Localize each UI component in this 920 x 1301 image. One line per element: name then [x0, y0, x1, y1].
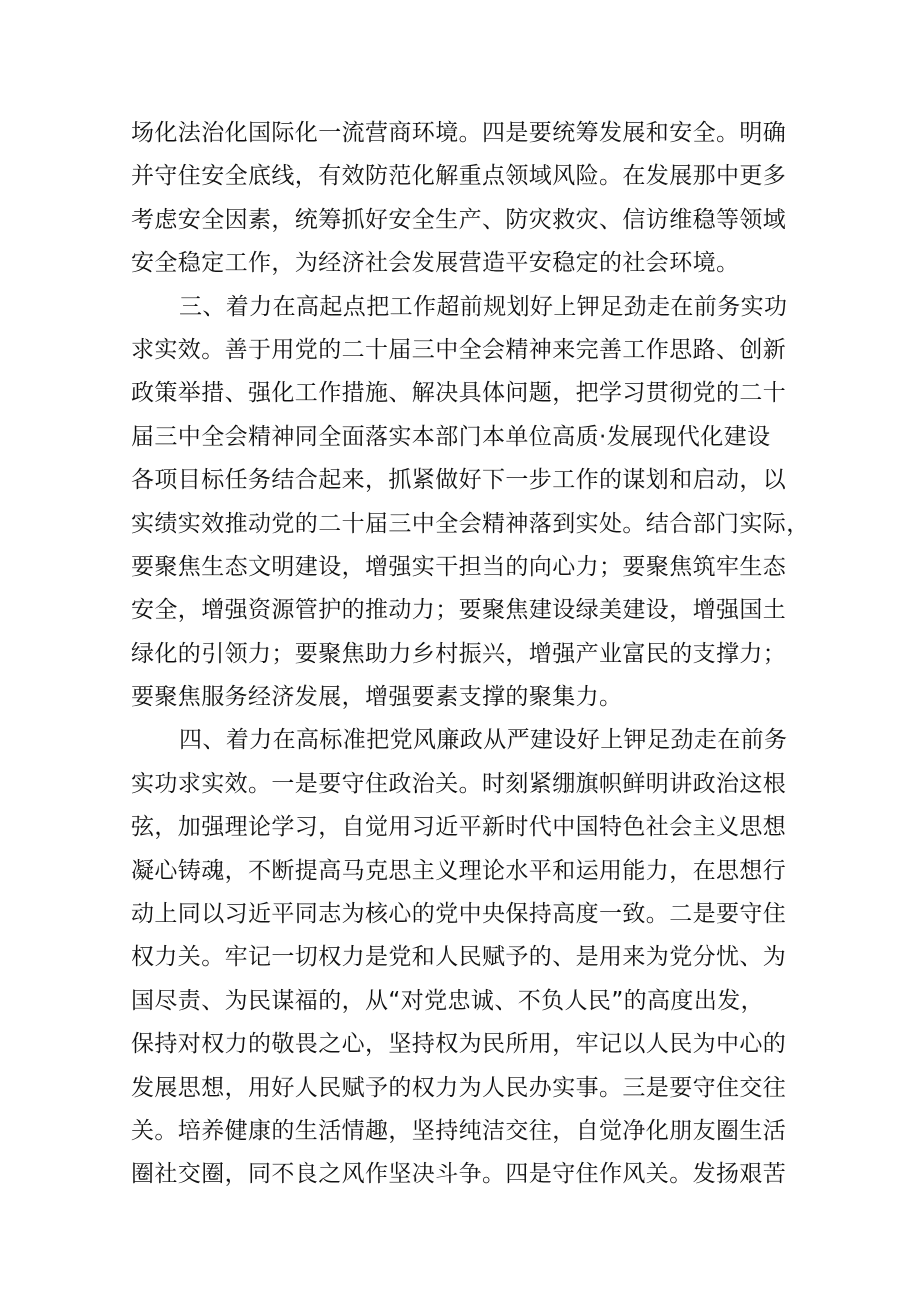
text-line: 实功求实效。一是要守住政治关。时刻紧绷旗帜鲜明讲政治这根	[131, 770, 787, 797]
text-line: 动上同以习近平同志为核心的党中央保持高度一致。二是要守住	[131, 901, 787, 928]
text-line: 实绩实效推动党的二十届三中全会精神落到实处。结合部门实际，	[131, 510, 810, 537]
text-line: 要聚焦服务经济发展，增强要素支撑的聚集力。	[131, 684, 623, 711]
text-line: 弦，加强理论学习，自觉用习近平新时代中国特色社会主义思想	[131, 814, 787, 841]
text-line: 求实效。善于用党的二十届三中全会精神来完善工作思路、创新	[131, 336, 787, 363]
text-line: 绿化的引领力；要聚焦助力乡村振兴，增强产业富民的支撑力；	[131, 640, 787, 667]
text-line: 发展思想，用好人民赋予的权力为人民办实事。三是要守住交往	[131, 1074, 787, 1101]
text-line: 国尽责、为民谋福的，从“对党忠诚、不负人民”的高度出发，	[131, 987, 765, 1014]
text-line: 届三中全会精神同全面落实本部门本单位高质·发展现代化建设	[131, 423, 771, 450]
text-line: 并守住安全底线，有效防范化解重点领域风险。在发展那中更多	[131, 163, 787, 190]
text-line: 权力关。牢记一切权力是党和人民赋予的、是用来为党分忧、为	[131, 944, 787, 971]
text-line: 凝心铸魂，不断提高马克思主义理论水平和运用能力，在思想行	[131, 857, 787, 884]
text-line: 场化法治化国际化一流营商环境。四是要统筹发展和安全。明确	[131, 120, 787, 146]
text-line: 各项目标任务结合起来，抓紧做好下一步工作的谋划和启动，以	[131, 467, 787, 494]
text-line: 安全稳定工作，为经济社会发展营造平安稳定的社会环境。	[131, 250, 740, 277]
text-line: 要聚焦生态文明建设，增强实干担当的向心力；要聚焦筑牢生态	[131, 553, 787, 580]
text-line: 关。培养健康的生活情趣，坚持纯洁交往，自觉净化朋友圈生活	[131, 1117, 787, 1144]
document-body	[131, 112, 810, 1197]
text-line: 政策举措、强化工作措施、解决具体问题，把学习贯彻党的二十	[131, 380, 787, 407]
text-line: 圈社交圈，同不良之风作坚决斗争。四是守住作风关。发扬艰苦	[131, 1161, 787, 1188]
text-line: 保持对权力的敬畏之心，坚持权为民所用，牢记以人民为中心的	[131, 1031, 787, 1058]
section-heading-line: 三、着力在高起点把工作超前规划好上钾足劲走在前务实功	[179, 293, 788, 320]
text-line: 考虑安全因素，统筹抓好安全生产、防灾救灾、信访维稳等领域	[131, 206, 787, 233]
text-line: 安全，增强资源管护的推动力；要聚焦建设绿美建设，增强国土	[131, 597, 787, 624]
section-heading-line: 四、着力在高标准把党风廉政从严建设好上钾足劲走在前务	[179, 727, 788, 754]
